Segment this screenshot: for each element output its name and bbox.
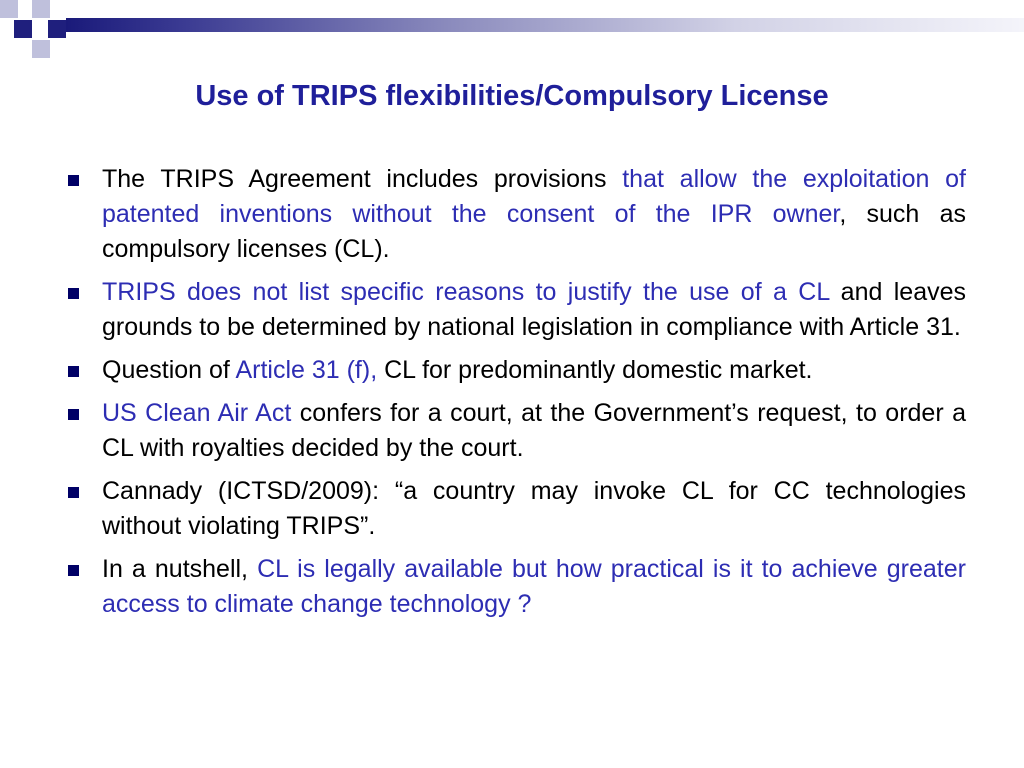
- bullet-segment: confers for a court, at the Government’s request, to order a CL with royalties decided by the court.: [102, 399, 967, 462]
- decor-square-light: [32, 40, 50, 58]
- bullet-item: [64, 162, 966, 267]
- bullet-segment-highlight: Article 31 (f),: [235, 356, 378, 384]
- square-bullet-icon: [68, 288, 79, 299]
- bullet-list: [64, 162, 966, 630]
- square-bullet-icon: [68, 565, 79, 576]
- square-bullet-icon: [68, 409, 79, 420]
- bullet-item: [64, 474, 966, 544]
- bullet-segment: , such as compulsory licenses (CL).: [102, 200, 966, 263]
- slide-title: Use of TRIPS flexibilities/Compulsory License: [195, 80, 829, 112]
- bullet-item: [64, 275, 966, 345]
- decor-square-gap: [0, 40, 14, 54]
- decor-square-dark: [48, 20, 66, 38]
- decor-square-dark: [14, 20, 32, 38]
- bullet-item: [64, 353, 966, 388]
- decor-square-light: [32, 0, 50, 18]
- bullet-segment: The TRIPS Agreement includes provisions: [102, 165, 623, 193]
- bullet-segment: and leaves grounds to be determined by national legislation in compliance with Article 31.: [102, 278, 967, 341]
- bullet-segment-highlight: US Clean Air Act: [102, 399, 292, 427]
- bullet-item: [64, 552, 966, 622]
- decor-square-light: [0, 0, 18, 18]
- square-bullet-icon: [68, 487, 79, 498]
- bullet-segment-highlight: TRIPS does not list specific reasons to justify the use of a CL: [102, 278, 830, 306]
- bullet-segment-highlight: that allow the exploitation of patented inventions without the consent of the IPR owner: [102, 165, 966, 228]
- bullet-segment: Question of: [102, 356, 236, 384]
- header-gradient-band: [66, 18, 1024, 32]
- bullet-segment: In a nutshell,: [102, 555, 258, 583]
- square-bullet-icon: [68, 175, 79, 186]
- bullet-segment: CL for predominantly domestic market.: [377, 356, 813, 384]
- bullet-item: [64, 396, 966, 466]
- decor-square-gap: [52, 0, 76, 18]
- bullet-segment: Cannady (ICTSD/2009): “a country may invoke CL for CC technologies without violating TRIPS”.: [102, 477, 966, 540]
- square-bullet-icon: [68, 366, 79, 377]
- bullet-segment-highlight: CL is legally available but how practical is it to achieve greater access to climate change technology ?: [102, 555, 966, 618]
